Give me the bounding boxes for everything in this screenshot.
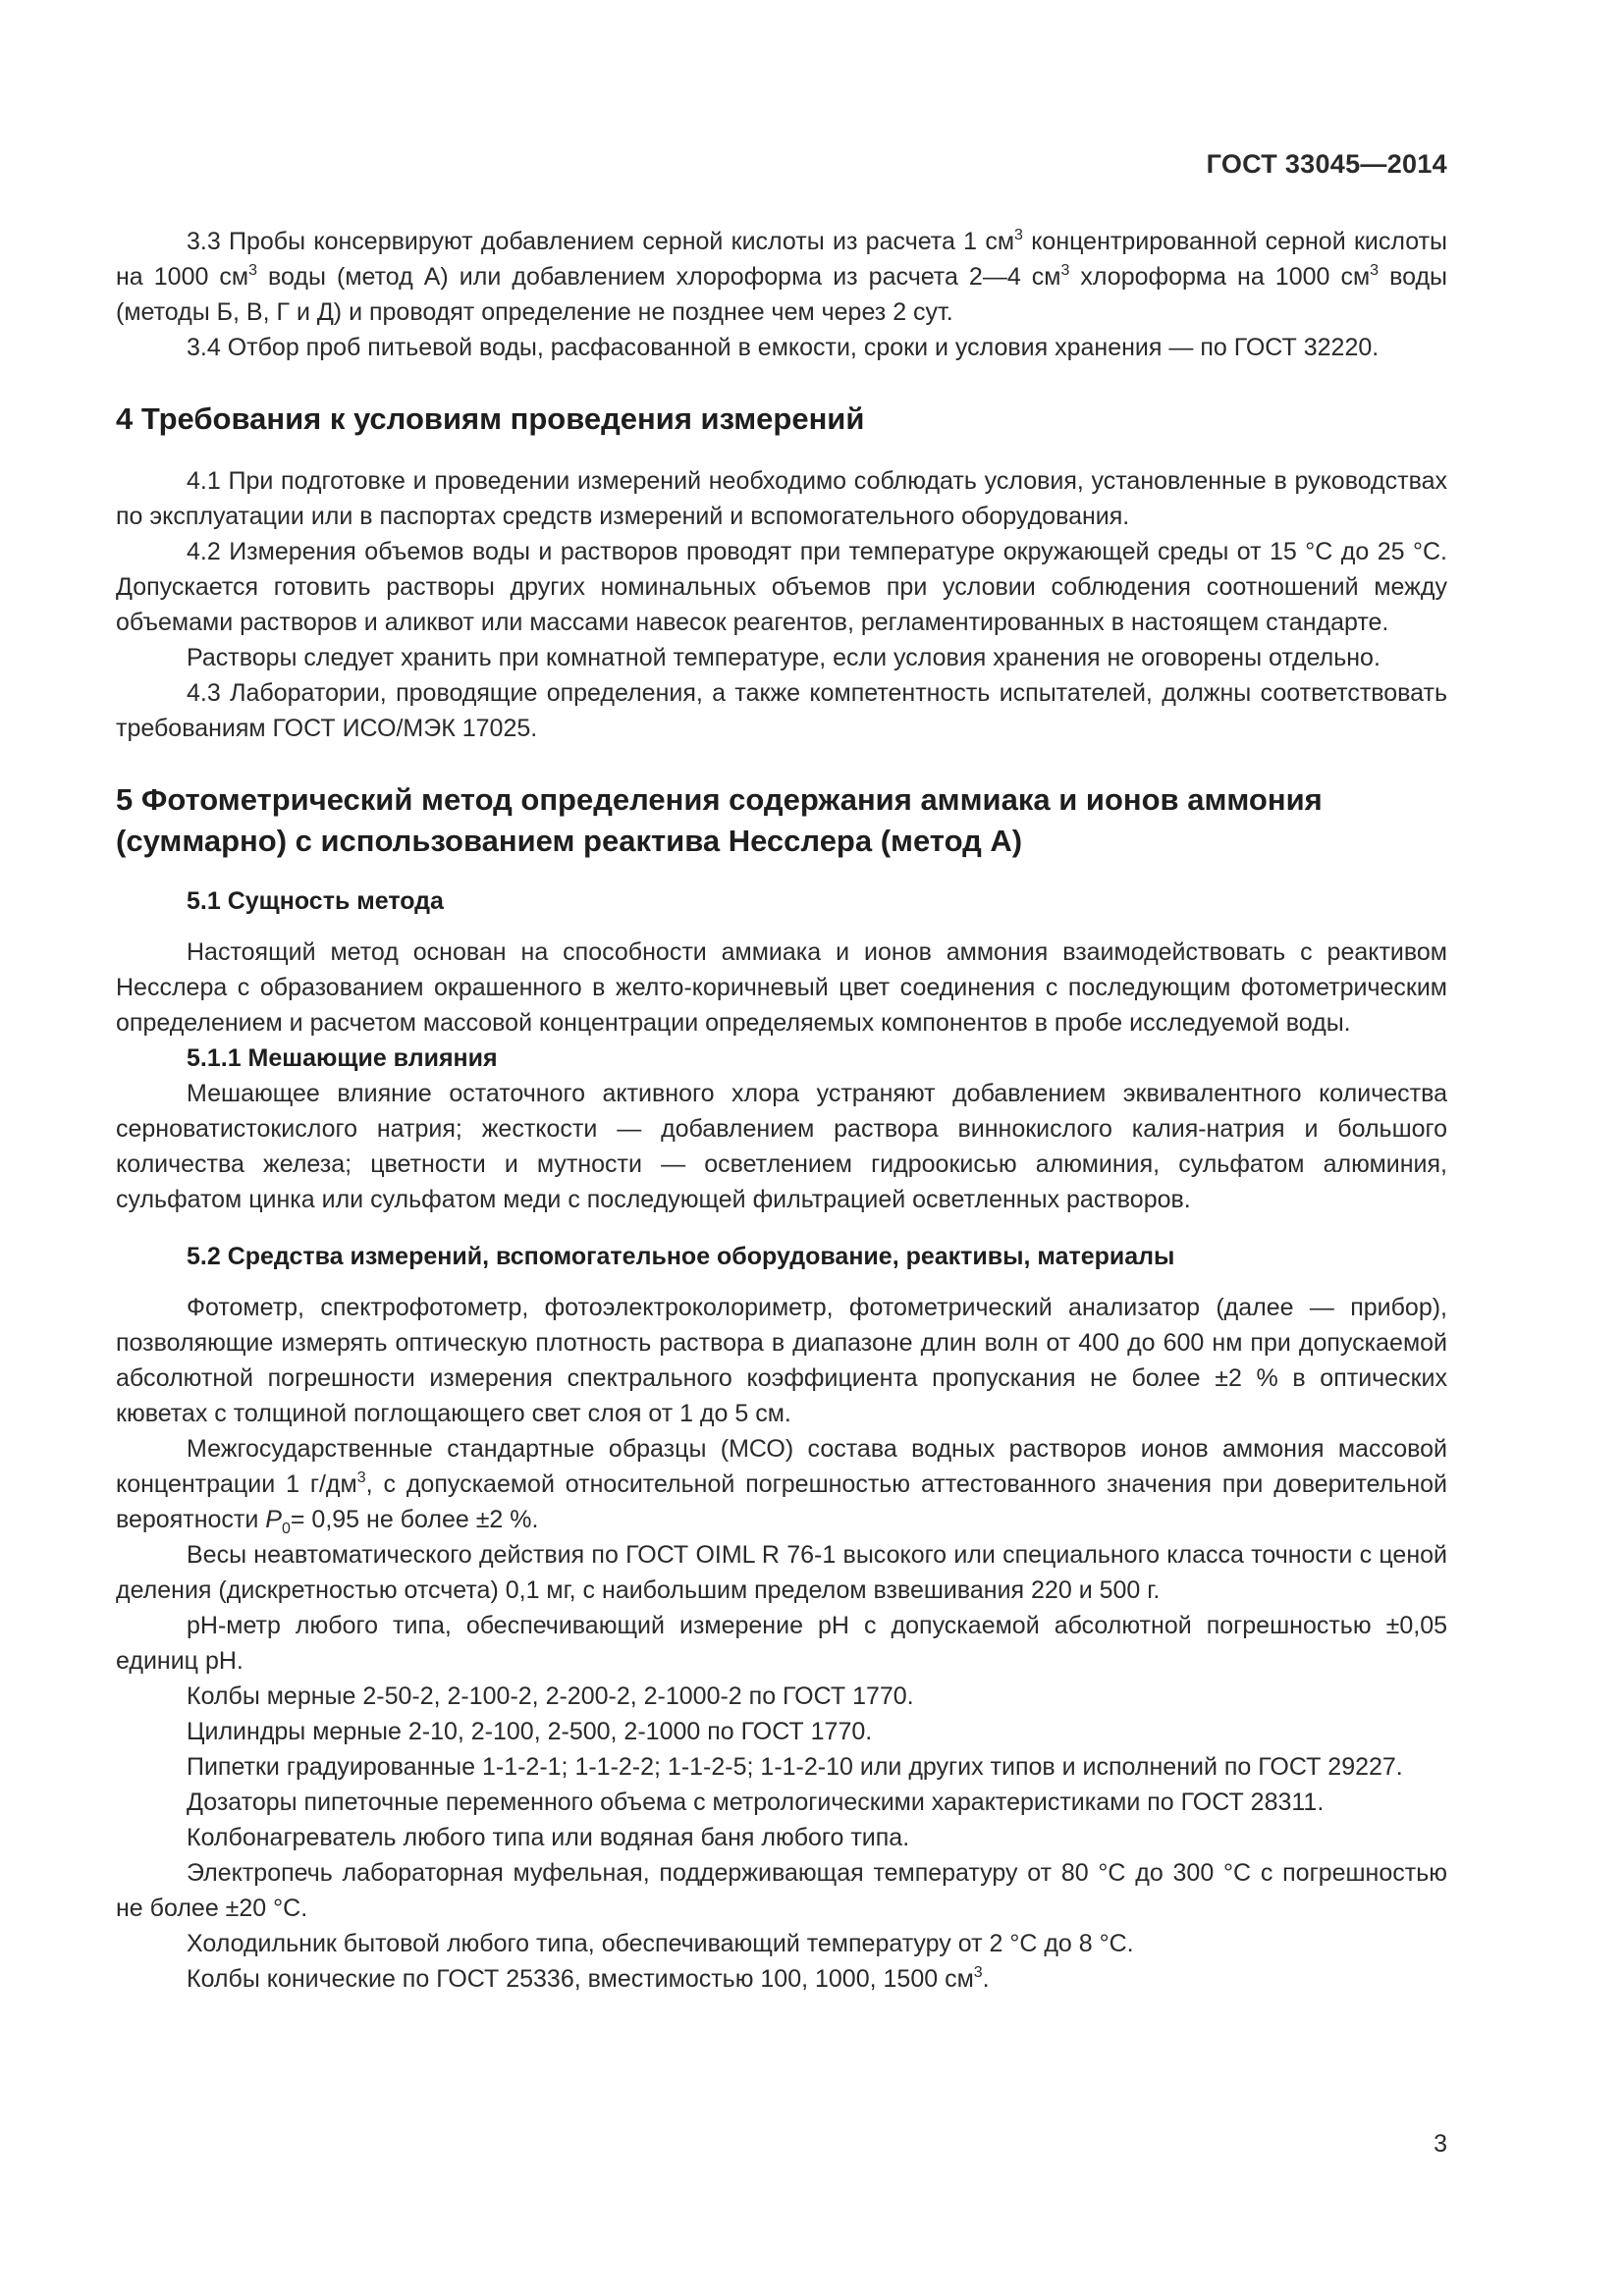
paragraph-3-4: 3.4 Отбор проб питьевой воды, расфасованной в емкости, сроки и условия хранения — по ГОСТ 32220. xyxy=(187,334,1380,361)
paragraph-5-2-furnace: Электропечь лабораторная муфельная, поддерживающая температуру от 80 °С до 300 °С с погрешностью не более ±20 °С. xyxy=(116,1859,1447,1922)
paragraph-5-2-scales: Весы неавтоматического действия по ГОСТ OIML R 76-1 высокого или специального класса точности с ценой деления (дискретностью отсчета) 0,1 мг, с наибольшим пределом взвешивания 220 и 500 г. xyxy=(116,1541,1447,1604)
subsection-5-1-1-heading: 5.1.1 Мешающие влияния xyxy=(187,1044,498,1072)
paragraph-5-2-refrigerator: Холодильник бытовой любого типа, обеспечивающий температуру от 2 °С до 8 °С. xyxy=(187,1930,1134,1957)
paragraph-4-2: 4.2 Измерения объемов воды и растворов проводят при температуре окружающей среды от 15 °С до 25 °С. Допускается готовить растворы других номинальных объемов при условии соблюдения соотношений между объемами растворов и аликвот или массами навесок реагентов, регламентированных в настоящем стандарте. xyxy=(116,538,1447,636)
paragraph-5-2-pipettes: Пипетки градуированные 1-1-2-1; 1-1-2-2; 1-1-2-5; 1-1-2-10 или других типов и исполнений по ГОСТ 29227. xyxy=(187,1753,1403,1781)
paragraph-5-2-flasks: Колбы мерные 2-50-2, 2-100-2, 2-200-2, 2-1000-2 по ГОСТ 1770. xyxy=(187,1682,914,1710)
paragraph-5-1: Настоящий метод основан на способности аммиака и ионов аммония взаимодействовать с реактивом Несслера с образованием окрашенного в желто-коричневый цвет соединения с последующим фотометрическим определением и расчетом массовой концентрации определяемых компонентов в пробе исследуемой воды. xyxy=(116,938,1447,1037)
paragraph-5-2-conical-flasks: Колбы конические по ГОСТ 25336, вместимостью 100, 1000, 1500 $см^3$. xyxy=(187,1964,990,1993)
paragraph-5-2-dispensers: Дозаторы пипеточные переменного объема с метрологическими характеристиками по ГОСТ 28311. xyxy=(187,1789,1325,1816)
paragraph-4-3: 4.3 Лаборатории, проводящие определения, а также компетентность испытателей, должны соответствовать требованиям ГОСТ ИСО/МЭК 17025. xyxy=(116,679,1447,742)
paragraph-5-2-mso: Межгосударственные стандартные образцы (МСО) состава водных растворов ионов аммония массовой концентрации 1 $г/дм^3$, с допускаемой относительной погрешностью аттестованного значения при доверительной вероятности $P_0= 0,95$ не более ±2 %. xyxy=(116,1435,1447,1537)
subsection-5-1-heading: 5.1 Сущность метода xyxy=(187,887,444,915)
page-number: 3 xyxy=(1434,2130,1447,2158)
subsection-5-2-heading: 5.2 Средства измерений, вспомогательное оборудование, реактивы, материалы xyxy=(187,1243,1175,1270)
paragraph-5-2-heater: Колбонагреватель любого типа или водяная баня любого типа. xyxy=(187,1824,910,1851)
standard-code-header: ГОСТ 33045—2014 xyxy=(1206,149,1447,179)
paragraph-4-2-storage: Растворы следует хранить при комнатной температуре, если условия хранения не оговорены отдельно. xyxy=(187,644,1380,671)
section-5-heading: 5 Фотометрический метод определения содержания аммиака и ионов аммония (суммарно) с использованием реактива Несслера (метод А) xyxy=(116,782,1323,858)
document-body xyxy=(116,224,1447,1997)
section-4-heading: 4 Требования к условиям проведения измерений xyxy=(116,401,865,436)
paragraph-5-2-ph-meter: рН-метр любого типа, обеспечивающий измерение рН с допускаемой абсолютной погрешностью ±0,05 единиц рН. xyxy=(116,1612,1447,1675)
paragraph-4-1: 4.1 При подготовке и проведении измерений необходимо соблюдать условия, установленные в руководствах по эксплуатации или в паспортах средств измерений и вспомогательного оборудования. xyxy=(116,467,1447,530)
paragraph-5-2-photometer: Фотометр, спектрофотометр, фотоэлектроколориметр, фотометрический анализатор (далее — прибор), позволяющие измерять оптическую плотность раствора в диапазоне длин волн от 400 до 600 нм при допускаемой абсолютной погрешности измерения спектрального коэффициента пропускания не более ±2 % в оптических кюветах с толщиной поглощающего свет слоя от 1 до 5 см. xyxy=(116,1294,1447,1427)
document-page xyxy=(116,0,1447,2296)
paragraph-5-2-cylinders: Цилиндры мерные 2-10, 2-100, 2-500, 2-1000 по ГОСТ 1770. xyxy=(187,1718,873,1745)
paragraph-5-1-1: Мешающее влияние остаточного активного хлора устраняют добавлением эквивалентного количества серноватистокислого натрия; жесткости — добавлением раствора виннокислого калия-натрия и большого количества железа; цветности и мутности — осветлением гидроокисью алюминия, сульфатом алюминия, сульфатом цинка или сульфатом меди с последующей фильтрацией осветленных растворов. xyxy=(116,1080,1447,1213)
paragraph-3-3: 3.3 Пробы консервируют добавлением серной кислоты из расчета 1 $см^3$ концентрированной серной кислоты на 1000 $см^3$ воды (метод А) или добавлением хлороформа из расчета 2—4 $см^3$ хлороформа на 1000 $см^3$ воды (методы Б, В, Г и Д) и проводят определение не позднее чем через 2 сут. xyxy=(116,227,1448,326)
